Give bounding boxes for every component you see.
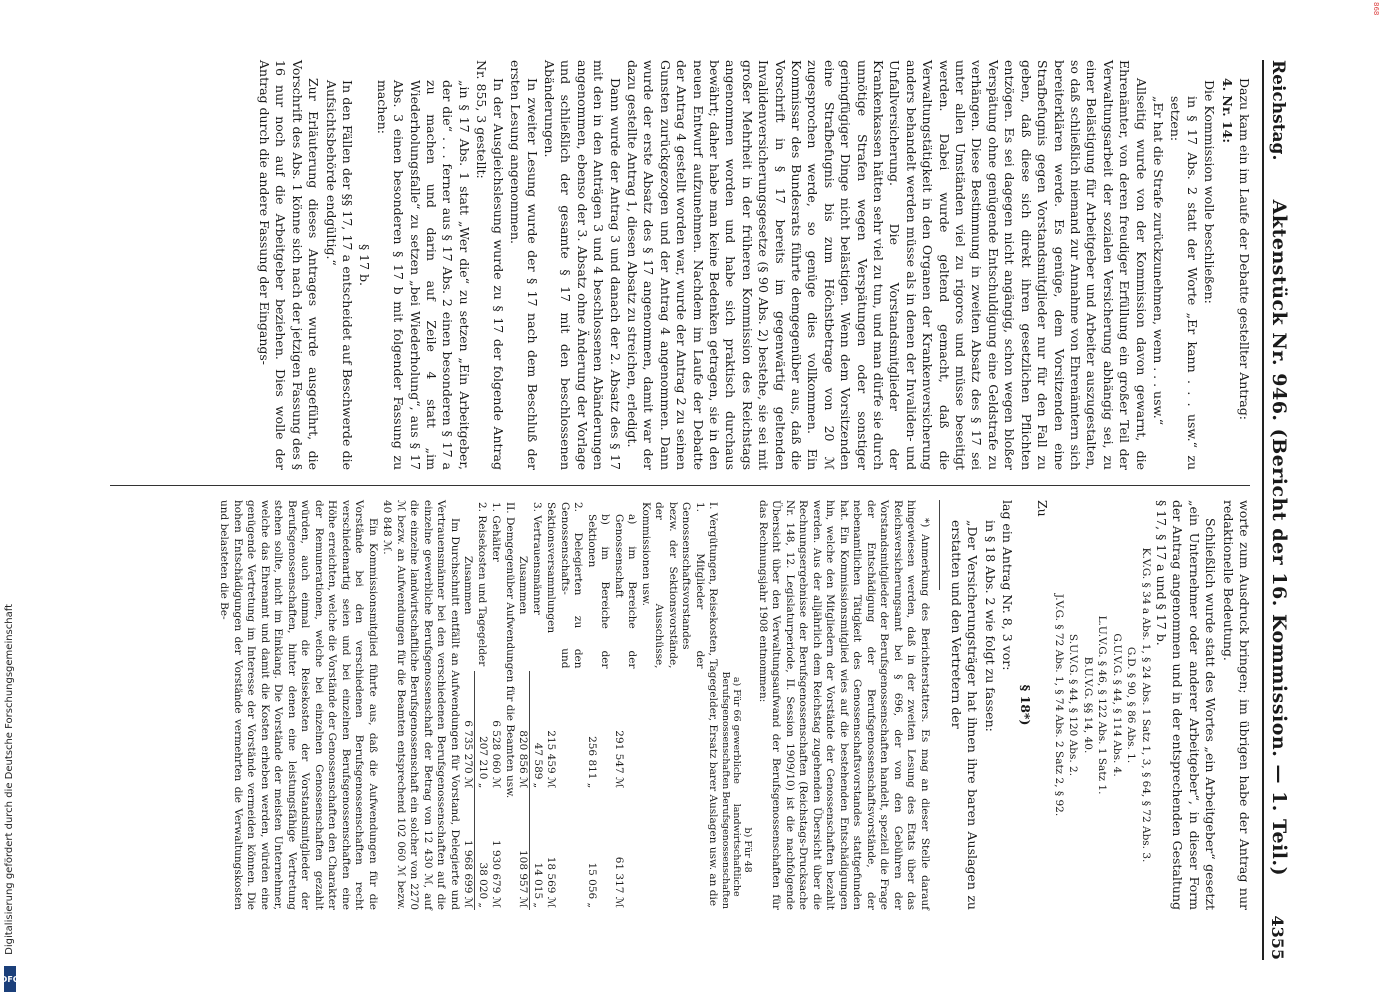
cell-a xyxy=(638,671,706,791)
reference-line: B.U.V.G. §§ 14, 40. xyxy=(1081,656,1094,754)
row-label: 3. Vertrauensmänner xyxy=(531,502,544,615)
reference-line: S.U.V.G. § 44, § 120 Abs. 2. xyxy=(1067,633,1080,777)
dfg-logo: DFG xyxy=(4,966,16,992)
footnote: *) Anmerkung des Berichterstatters. Es mag an dieser Stelle darauf hingewiesen werden, daß in der zweiten Lesung des Etats über das Reichsversicherungsamt bei § 696, der von den Gebühren der Vorstandsmitglieder der Berufsgenossenschaften handelt, speziell die Frage der Entschädigung der Berufsgenossenschaftsvorstände, der nebenamtlichen Tätigkeit des Genossenschaftsvorstandes stattgefunden hat. Ein Kommissionsmitglied wies auf die bestehenden Entschädigungen hin, welche den Mitgliedern der Vorstände der Genossenschaften bezahlt werden. Aus der alljährlich dem Reichstag zugehenden Übersicht über die Rechnungsergebnisse der Berufsgenossenschaften (Reichstags-Drucksache Nr. 148, 12. Legislaturperiode, II. Session 1909/10) ist die nachfolgende Übersicht über den Verwaltungsaufwand der Berufsgenossenschaften für das Rechnungsjahr 1908 entnommen: xyxy=(756,500,931,910)
column-header: a) Für 66 gewerbliche Berufsgenossenschaften xyxy=(720,671,743,790)
table-section-label: II. Demgegenüber Aufwendungen für die Beamten usw. xyxy=(503,502,516,799)
table-row xyxy=(584,500,611,910)
column-header: b) Für 48 landwirtschaftliche Berufsgenossenschaften xyxy=(720,791,754,910)
reference-line: J.V.G. § 72 Abs. 1, § 74 Abs. 2 Satz 2, § 92. xyxy=(1052,593,1065,817)
right-column xyxy=(216,500,1252,910)
cell-a: 256 811 „ xyxy=(585,736,598,789)
cell-b: 38 020 „ xyxy=(476,862,489,908)
cell-b: 61 317 ℳ xyxy=(612,856,625,908)
row-label: 1. Gehälter xyxy=(490,502,503,562)
row-label: Zusammen xyxy=(462,555,475,615)
column-divider xyxy=(110,485,1250,486)
reference-line: K.V.G. § 34 a Abs. 1, § 24 Abs. 1 Satz 1, 3, § 64, § 72 Abs. 3. xyxy=(1139,547,1152,863)
paragraph: In zweiter Lesung wurde der § 17 nach dem Beschluß der ersten Lesung angenommen. xyxy=(508,60,540,470)
cell-a: 47 589 „ xyxy=(531,742,544,789)
paragraph: in § 18 Abs. 2 wie folgt zu fassen: xyxy=(982,520,998,732)
table-section-label: I. Vergütungen, Reisekosten, Tagegelder, Ersatz barer Auslagen usw. an die xyxy=(707,502,720,907)
table-row xyxy=(475,500,489,910)
credit-text: Digitalisierung gefördert durch die Deutsche Forschungsgemeinschaft xyxy=(4,604,15,955)
cell-a: 820 856 ℳ xyxy=(516,671,530,791)
table-row xyxy=(544,500,585,910)
paragraph: „Er hat die Strafe zurückzunehmen, wenn . . . usw.“ xyxy=(1150,96,1166,426)
paragraph: Dann wurde der Antrag 3 und danach der 2. Absatz des § 17 mit den in den Anträgen 3 und 4 beschlossenen Abänderungen angenommen, ebenso der 3. Absatz ohne Änderung der Vorlage und schließlich der gesamte § 17 mit den beschlossenen Abänderungen. xyxy=(541,60,623,470)
table-row xyxy=(638,500,706,910)
running-header xyxy=(1262,60,1300,960)
header-title: Aktenstück Nr. 946. (Bericht der 16. Kommission. — 1. Teil.) xyxy=(1268,199,1290,877)
paragraph: Dazu kam ein im Laufe der Debatte gestellter Antrag: xyxy=(1237,78,1252,420)
cell-a: 6 735 270 ℳ xyxy=(461,671,475,791)
row-label: b) im Bereiche der Sektionen xyxy=(585,514,612,669)
section-heading: § 18*) xyxy=(1017,684,1033,726)
digitization-credit xyxy=(4,604,18,984)
page-number: 4355 xyxy=(1268,915,1287,960)
paragraph: in § 17 Abs. 2 statt der Worte „Er kann . . . usw.“ zu setzen: xyxy=(1168,96,1200,470)
section-heading: § 17 b. xyxy=(357,243,373,287)
quoted-motion: „in § 17 Abs. 1 statt „Wer die“ zu setzen „Ein Arbeitgeber, der die“ . . . ferner aus § 17 Abs. 2 einen besonderen § 17 a zu machen und darin auf Zeile 4 statt „im Wiederholungsfalle“ zu setzen „bei Wiederholung“, aus § 17 Abs. 3 einen besonderen § 17 b mit folgender Fassung zu machen: xyxy=(374,80,472,470)
table-row xyxy=(489,500,503,910)
paragraph: Zur Erläuterung dieses Antrages wurde ausgeführt, die Vorschrift des Abs. 1 könne sich nach der jetzigen Fassung des § 16 nur noch auf die Arbeitgeber beziehen. Dies wolle der Antrag durch die andere Fassung der Eingangs- xyxy=(257,60,322,470)
row-label: Zusammen xyxy=(517,555,530,615)
reference-line: L.U.V.G. § 46, § 122 Abs. 1 Satz 1. xyxy=(1096,615,1109,795)
cell-a: 215 459 ℳ xyxy=(545,730,558,789)
quoted-motion: In den Fällen der §§ 17, 17 a entscheidet auf Beschwerde die Aufsichtsbehörde endgültig.“ xyxy=(323,80,356,470)
cell-b xyxy=(638,790,706,910)
table-section-row xyxy=(502,500,516,910)
cell-b: 14 015 „ xyxy=(531,862,544,908)
paragraph: worte zum Ausdruck bringen; im übrigen habe der Antrag nur redaktionelle Bedeutung. xyxy=(1220,500,1252,910)
table-sum-row xyxy=(516,500,530,910)
quoted-motion: „Der Versicherungsträger hat ihnen ihre baren Auslagen zu erstatten und den Vertretern der xyxy=(949,520,981,910)
cell-b: 18 569 ℳ xyxy=(545,856,558,908)
paragraph: Schließlich wurde statt des Wortes „ein Arbeitgeber“ gesetzt „ein Unternehmer oder anderer Arbeitgeber“, in dieser Form der Antrag angenommen und in der entsprechenden Gestaltung § 17, § 17 a und § 17 b. xyxy=(1153,500,1219,910)
header-left: Reichstag. xyxy=(1268,60,1288,161)
paragraph: In der Ausgleichslesung wurde zu § 17 der folgende Antrag Nr. 855, 3 gestellt: xyxy=(474,60,506,470)
footnote: Ein Kommissionsmitglied führte aus, daß die Aufwendungen für die Vorstände bei den verschiedenen Berufsgenossenschaften recht verschiedenartig seien und bei einzelnen Berufsgenossenschaften eine Höhe erreichten, welche die Vorstände der Genossenschaften den Charakter der Remunerationen, welche bei einzelnen Genossenschaften gezahlt würden, auch einmal die Reisekosten der Vorstandsmitglieder der Berufsgenossenschaften, hinter denen eine leistungsfähige Vertretung stehen sollte, nicht im Einklang. Die Vorstände der meisten Unternehmer, welche das Ehrenamt und damit die Kosten erheben werden, würden eine genügende Vertretung im Interesse der Vorstände vermeiden können. Die hohen Entschädigungen der Vorstände vermehrten die Verwaltungskosten und belasteten die Be- xyxy=(218,500,379,911)
cell-b: 1 968 699 ℳ xyxy=(461,790,475,910)
table-section-row xyxy=(706,500,720,910)
table-header-row xyxy=(719,500,754,910)
table-row xyxy=(530,500,544,910)
cell-a: 6 528 060 ℳ xyxy=(490,720,503,789)
cell-b: 1 930 679 ℳ xyxy=(490,839,503,908)
table-sum-row xyxy=(461,500,475,910)
cell-b: 15 056 „ xyxy=(585,862,598,908)
row-label: 2. Reisekosten und Tagegelder xyxy=(476,502,489,667)
document-sheet xyxy=(80,60,1300,960)
cell-a: 207 210 „ xyxy=(476,736,489,789)
motion-number: 4. Nr. 14: xyxy=(1219,78,1235,143)
paragraph: Die Kommission wolle beschließen: xyxy=(1202,80,1218,304)
table-row xyxy=(611,500,638,910)
cell-b: 108 957 ℳ xyxy=(516,790,530,910)
left-column xyxy=(255,60,1252,470)
paragraph: lag ein Antrag Nr. 8, 3 vor: xyxy=(1000,500,1016,671)
paragraph: Allseitig wurde von der Kommission davon gewarnt, die Ehrenämter, von deren freudiger Erfüllung ein großer Teil der Verwaltungsarbeit der sozialen Versicherung abhängig sei, zu einer Belästigung für Arbeitgeber und Arbeiter auszugestalten, so daß schließlich niemand zur Annahme von Ehrenämtern sich bereiterklären werde. Es genüge, dem Vorsitzenden eine Strafbefugnis gegen Vorstandsmitglieder nur für den Fall zu geben, daß diese sich direkt ihren gesetzlichen Pflichten entzögen. Es sei dagegen nicht angängig, schon wegen bloßer Verspätung ohne genügende Entschuldigung eine Geldstrafe zu verhängen. Diese Bestimmung in zweiten Absatz des § 17 sei unter allen Umständen viel zu rigoros und müsse beseitigt werden. Dabei wurde geltend gemacht, daß die Verwaltungstätigkeit in den Organen der Krankenversicherung anders behandelt werden müsse als in denen der Invaliden- und Unfallversicherung. Die Vorstandsmitglieder der Krankenkassen hätten sehr viel zu tun, und man dürfe sie durch unnötige Strafen wegen Verspätungen oder sonstiger geringfügiger Dinge nicht belästigen. Wenn dem Vorsitzenden eine Strafbefugnis bis zum Höchstbetrage von 20 ℳ zugesprochen werde, so genüge dies vollkommen. Ein Kommissar des Bundesrats führte demgegenüber aus, daß die Vorschrift in § 17 bereits im gegenwärtig geltenden Invalidenversicherungsgesetze (§ 90 Abs. 2) bestehe, sie sei mit großer Mehrheit in der früheren Kommission des Reichstags angenommen worden und habe sich praktisch durchaus bewährt; daher habe man keine Bedenken getragen, sie in den neuen Entwurf aufzunehmen. Nachdem im Laufe der Debatte der Antrag 4 gestellt worden war, wurde der Antrag 2 zu seinen Gunsten zurückgezogen und der Antrag 4 angenommen. Dann wurde der erste Absatz des § 17 angenommen, damit war der dazu gestellte Antrag 1, diesen Absatz zu streichen, erledigt. xyxy=(624,60,1149,470)
expenses-table xyxy=(461,500,755,910)
row-label: a) im Bereiche der Genossenschaft xyxy=(612,514,639,669)
row-label: 2. Delegierten zu den Genossenschafts- und Sektionsversammlungen xyxy=(545,502,585,669)
row-label: 1. Mitglieder der Genossenschaftsvorstandes bezw. der Sektionsvorstände, der Ausschüsse, Kommissionen usw. xyxy=(639,502,706,669)
zu-label: Zu xyxy=(1035,500,1051,517)
cell-a: 291 547 ℳ xyxy=(612,730,625,789)
footnote-rule xyxy=(939,500,940,590)
footnote: Im Durchschnitt entfällt an Aufwendungen für Vorstand, Delegierte und Vertrauensmänner bei den verschiedenen Berufsgenossenschaften auf die einzelne gewerbliche Berufsgenossenschaft der Betrag von 12 430 ℳ, auf die einzelne landwirtschaftliche Berufsgenossenschaft ein solcher von 2270 ℳ bezw. an Aufwendungen für die Beamten entsprechend 102 060 ℳ bezw. 40 848 ℳ. xyxy=(381,500,461,910)
page-id: 868 xyxy=(1372,2,1380,16)
reference-line: G.D. § 90, § 86 Abs. 1. xyxy=(1125,646,1138,764)
reference-line: G.U.V.G. § 44, § 114 Abs. 4. xyxy=(1110,633,1123,777)
